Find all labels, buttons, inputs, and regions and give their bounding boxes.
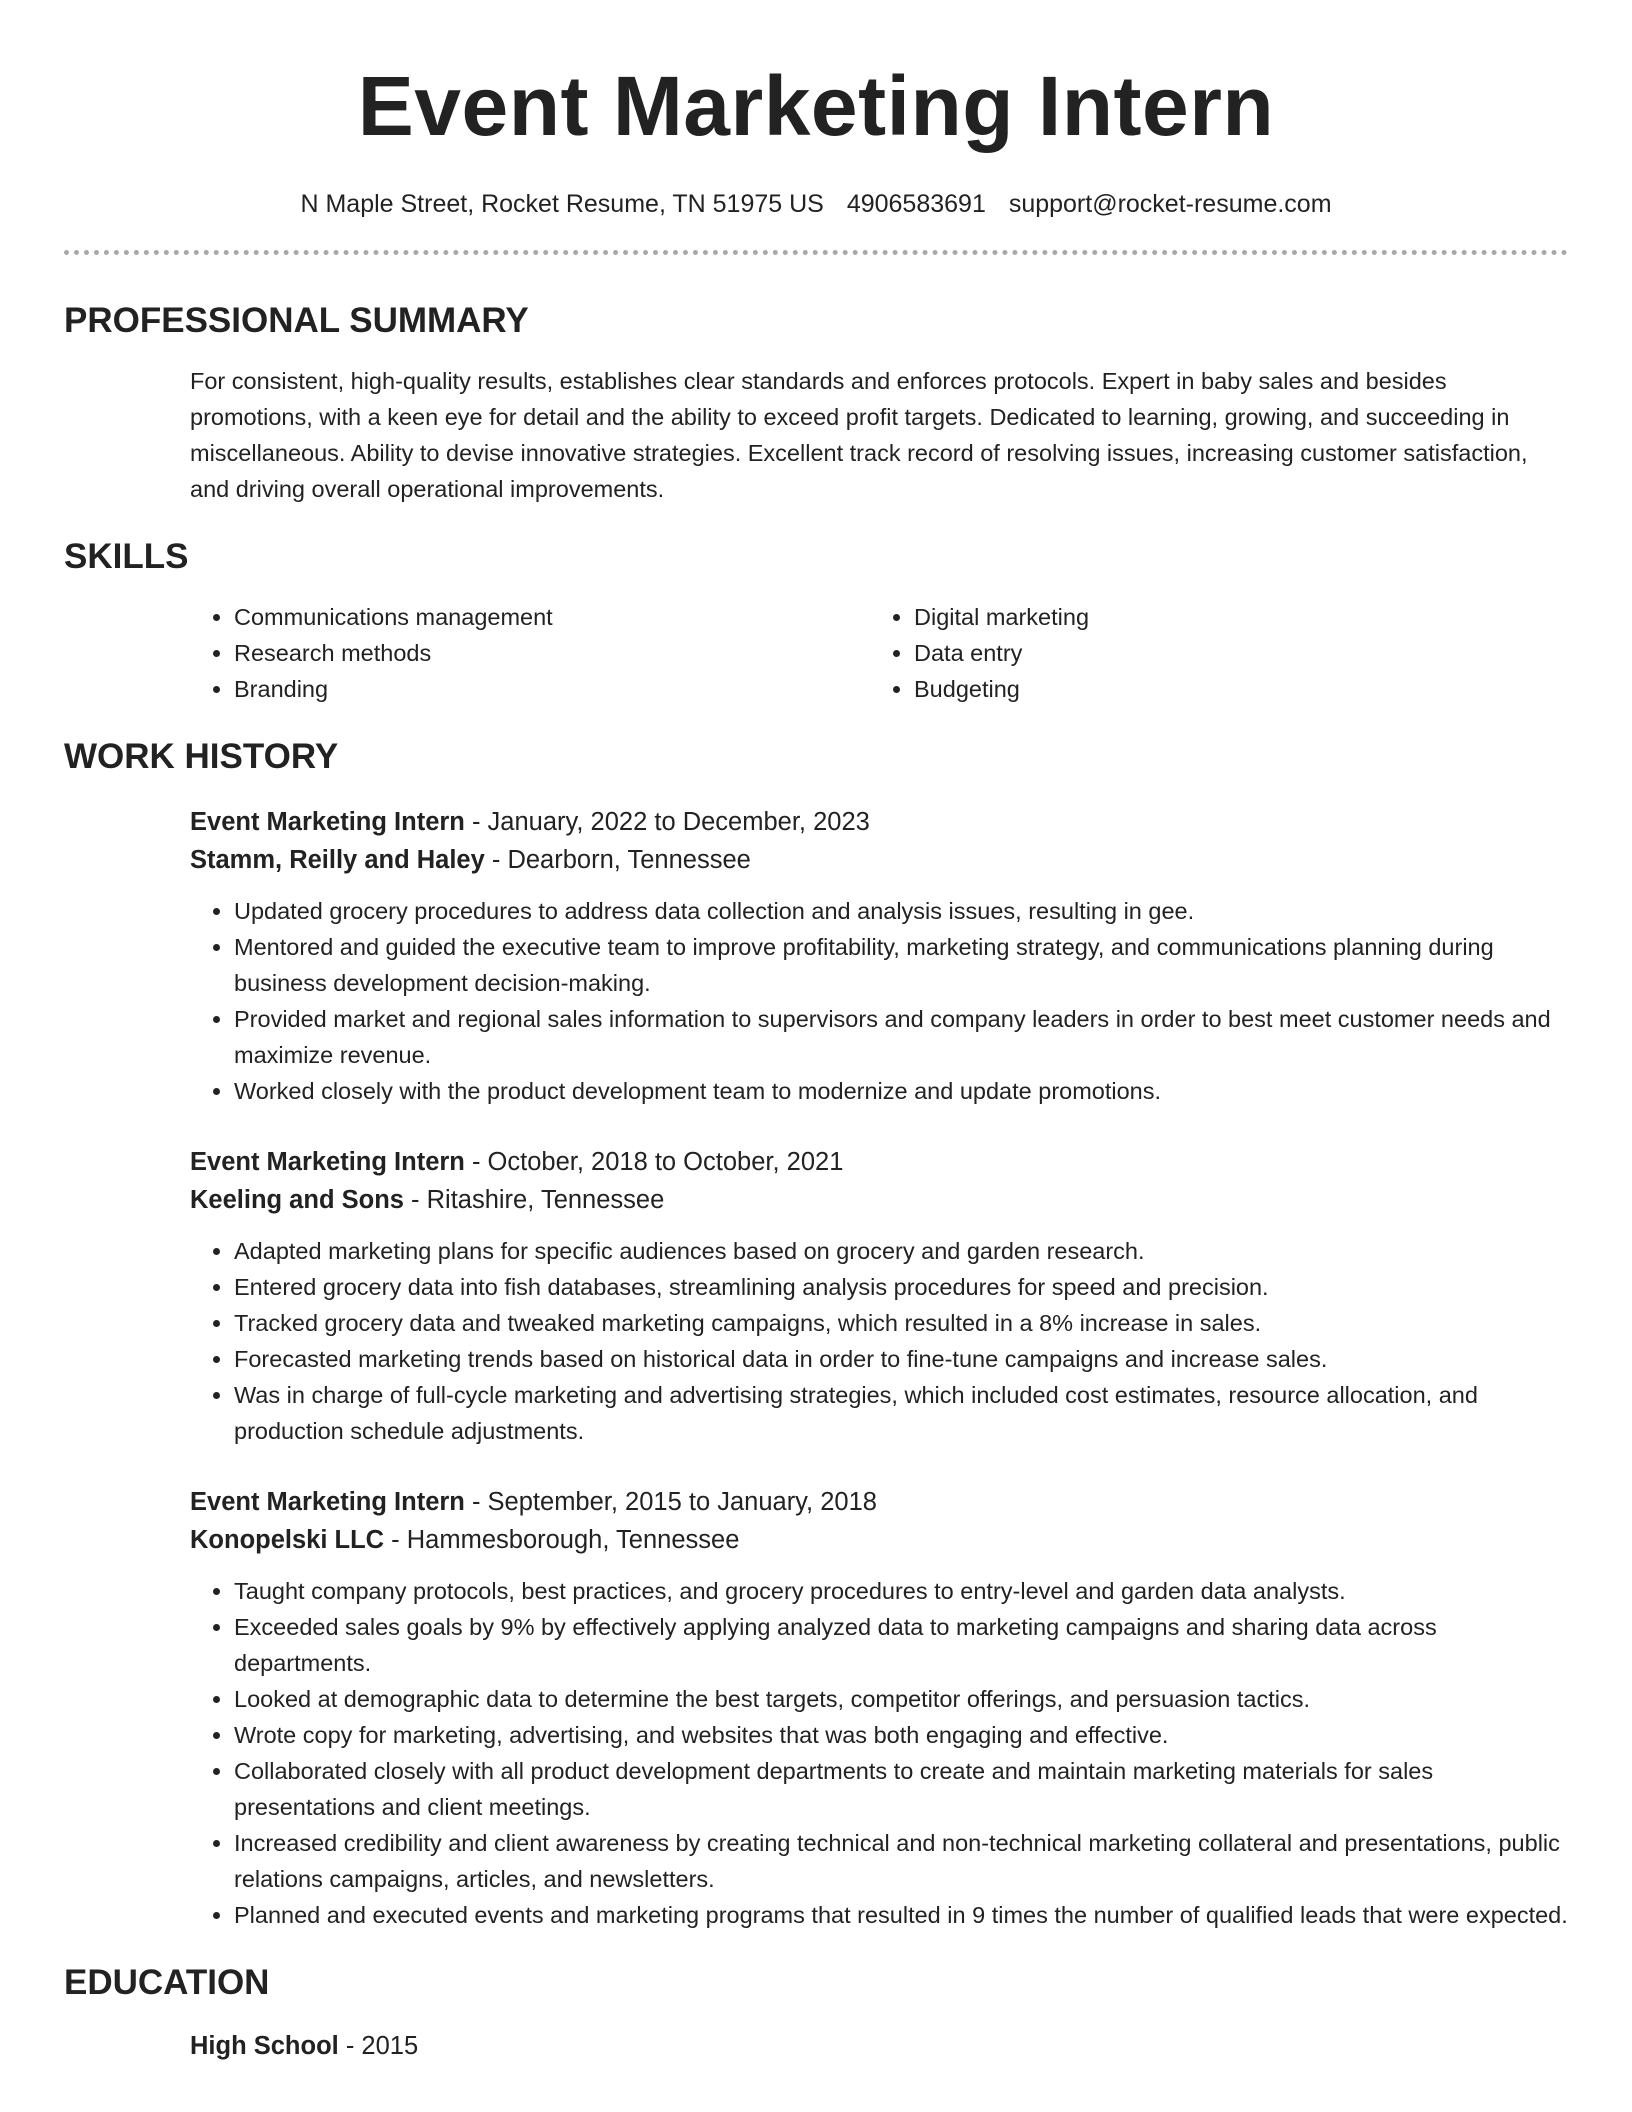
skills-column-right	[870, 599, 1550, 707]
job-bullet: • Taught company protocols, best practices, and grocery procedures to entry-level and garden data analysts.	[234, 1573, 1568, 1609]
job-bullet: • Collaborated closely with all product development departments to create and maintain marketing materials for sales presentations and client meetings.	[234, 1753, 1568, 1825]
skill-item: • Research methods	[234, 635, 870, 671]
contact-phone: 4906583691	[846, 190, 986, 218]
job-role-line	[190, 803, 1568, 841]
education-entry	[64, 2027, 1568, 2065]
job-role-line	[190, 1143, 1568, 1181]
summary-text: For consistent, high-quality results, establishes clear standards and enforces protocols. Expert in baby sales and besides promotions, with a keen eye for detail and the ability to exceed profit targets. Dedicated to learning, growing, and succeeding in miscellaneous. Ability to devise innovative strategies. Excellent track record of resolving issues, increasing customer satisfaction, and driving overall operational improvements.	[190, 368, 1528, 502]
job-location: - Dearborn, Tennessee	[484, 846, 751, 874]
job-bullet: • Entered grocery data into fish databases, streamlining analysis procedures for speed and precision.	[234, 1269, 1568, 1305]
skills-list	[64, 599, 1568, 707]
job-bullet: • Forecasted marketing trends based on historical data in order to fine-tune campaigns and increase sales.	[234, 1341, 1568, 1377]
job-entry	[64, 1143, 1568, 1449]
job-company-line	[190, 1181, 1568, 1219]
job-bullet: • Mentored and guided the executive team to improve profitability, marketing strategy, and communications planning during business development decision-making.	[234, 929, 1568, 1001]
job-bullet: • Increased credibility and client awareness by creating technical and non-technical marketing collateral and presentations, public relations campaigns, articles, and newsletters.	[234, 1825, 1568, 1897]
education-year: - 2015	[338, 2032, 419, 2060]
work-history-section	[64, 735, 1568, 1933]
skill-item: • Communications management	[234, 599, 870, 635]
skills-column-left	[190, 599, 870, 707]
job-bullet: • Provided market and regional sales information to supervisors and company leaders in order to best meet customer needs and maximize revenue.	[234, 1001, 1568, 1073]
education-section	[64, 1961, 1568, 2065]
job-bullets	[190, 1573, 1568, 1933]
job-bullet: • Updated grocery procedures to address data collection and analysis issues, resulting in gee.	[234, 893, 1568, 929]
job-bullet: • Looked at demographic data to determine the best targets, competitor offerings, and persuasion tactics.	[234, 1681, 1568, 1717]
job-dates: - October, 2018 to October, 2021	[464, 1148, 844, 1176]
job-company: Konopelski LLC	[190, 1526, 385, 1554]
job-entry	[64, 1483, 1568, 1933]
job-location: - Hammesborough, Tennessee	[384, 1526, 740, 1554]
job-role: Event Marketing Intern	[190, 1488, 465, 1516]
contact-line	[64, 188, 1568, 220]
work-history-title: WORK HISTORY	[64, 737, 339, 776]
skill-item: • Branding	[234, 671, 870, 707]
contact-email: support@rocket-resume.com	[1008, 190, 1332, 218]
summary-section	[64, 299, 1568, 507]
header-divider	[64, 250, 1568, 255]
job-role: Event Marketing Intern	[190, 1148, 465, 1176]
skills-title: SKILLS	[64, 537, 189, 576]
job-bullets	[190, 1233, 1568, 1449]
job-entry	[64, 803, 1568, 1109]
job-company-line	[190, 841, 1568, 879]
job-bullet: • Tracked grocery data and tweaked marketing campaigns, which resulted in a 8% increase in sales.	[234, 1305, 1568, 1341]
job-role-line	[190, 1483, 1568, 1521]
skill-item: • Budgeting	[914, 671, 1550, 707]
job-company-line	[190, 1521, 1568, 1559]
job-location: - Ritashire, Tennessee	[403, 1186, 665, 1214]
skills-section	[64, 535, 1568, 707]
job-bullets	[190, 893, 1568, 1109]
skill-item: • Digital marketing	[914, 599, 1550, 635]
education-title: EDUCATION	[64, 1963, 270, 2002]
contact-address: N Maple Street, Rocket Resume, TN 51975 US	[300, 190, 824, 218]
job-bullet: • Worked closely with the product development team to modernize and update promotions.	[234, 1073, 1568, 1109]
job-dates: - January, 2022 to December, 2023	[464, 808, 870, 836]
job-role: Event Marketing Intern	[190, 808, 465, 836]
summary-title: PROFESSIONAL SUMMARY	[64, 301, 529, 340]
job-company: Stamm, Reilly and Haley	[190, 846, 485, 874]
job-bullet: • Was in charge of full-cycle marketing and advertising strategies, which included cost estimates, resource allocation, and production schedule adjustments.	[234, 1377, 1568, 1449]
job-dates: - September, 2015 to January, 2018	[464, 1488, 877, 1516]
education-degree: High School	[190, 2032, 339, 2060]
candidate-name: Event Marketing Intern	[357, 59, 1275, 153]
job-bullet: • Wrote copy for marketing, advertising, and websites that was both engaging and effective.	[234, 1717, 1568, 1753]
job-bullet: • Exceeded sales goals by 9% by effectively applying analyzed data to marketing campaigns and sharing data across departments.	[234, 1609, 1568, 1681]
job-bullet: • Adapted marketing plans for specific audiences based on grocery and garden research.	[234, 1233, 1568, 1269]
job-bullet: • Planned and executed events and marketing programs that resulted in 9 times the number of qualified leads that were expected.	[234, 1897, 1568, 1933]
skill-item: • Data entry	[914, 635, 1550, 671]
job-company: Keeling and Sons	[190, 1186, 404, 1214]
